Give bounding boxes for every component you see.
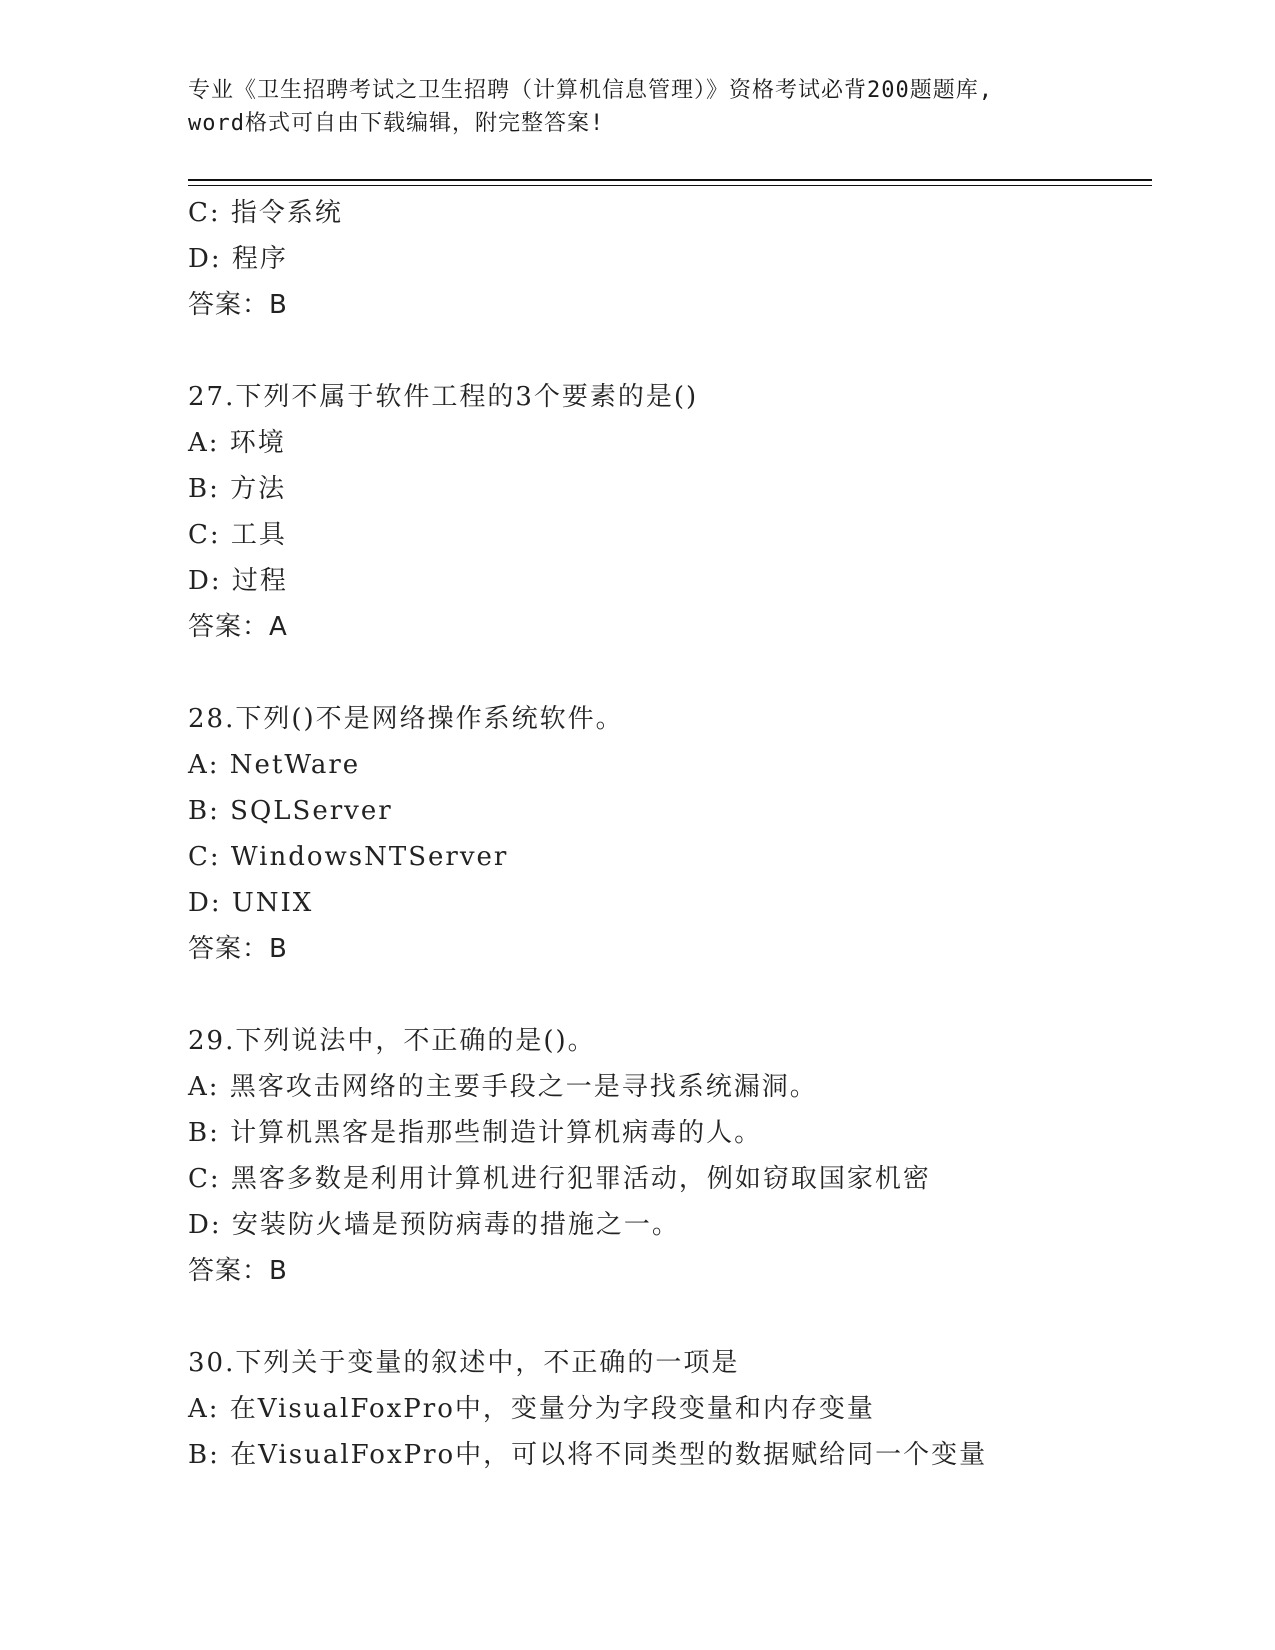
option-b: B: 计算机黑客是指那些制造计算机病毒的人。	[188, 1118, 763, 1148]
question-list	[188, 190, 1168, 1478]
option-d: D: 程序	[188, 244, 288, 274]
document-header	[188, 74, 1088, 140]
header-title-line-1: 专业《卫生招聘考试之卫生招聘（计算机信息管理）》资格考试必背200题题库,	[188, 78, 993, 103]
question-text: 30.下列关于变量的叙述中，不正确的一项是	[188, 1348, 740, 1378]
option-c: C: WindowsNTServer	[188, 842, 509, 872]
option-a: A: NetWare	[188, 750, 361, 780]
answer-line: 答案：A	[188, 612, 288, 642]
answer-line: 答案：B	[188, 934, 288, 964]
question-30	[188, 1340, 1168, 1478]
option-c: C: 指令系统	[188, 198, 343, 228]
option-c: C: 黑客多数是利用计算机进行犯罪活动，例如窃取国家机密	[188, 1164, 931, 1194]
answer-line: 答案：B	[188, 290, 288, 320]
option-d: D: 安装防火墙是预防病毒的措施之一。	[188, 1210, 680, 1240]
option-a: A: 环境	[188, 428, 286, 458]
option-a: A: 黑客攻击网络的主要手段之一是寻找系统漏洞。	[188, 1072, 818, 1102]
question-26-continuation	[188, 190, 1168, 328]
option-b: B: SQLServer	[188, 796, 393, 826]
answer-line: 答案：B	[188, 1256, 288, 1286]
option-d: D: UNIX	[188, 888, 314, 918]
question-28	[188, 696, 1168, 972]
question-27	[188, 374, 1168, 650]
option-b: B: 在VisualFoxPro中，可以将不同类型的数据赋给同一个变量	[188, 1440, 988, 1470]
question-29	[188, 1018, 1168, 1294]
question-text: 27.下列不属于软件工程的3个要素的是()	[188, 382, 699, 412]
option-b: B: 方法	[188, 474, 287, 504]
spacer	[188, 1294, 1168, 1340]
header-title-line-2: word格式可自由下载编辑，附完整答案!	[188, 111, 605, 136]
spacer	[188, 328, 1168, 374]
spacer	[188, 650, 1168, 696]
question-text: 28.下列()不是网络操作系统软件。	[188, 704, 624, 734]
option-c: C: 工具	[188, 520, 287, 550]
option-a: A: 在VisualFoxPro中，变量分为字段变量和内存变量	[188, 1394, 875, 1424]
spacer	[188, 972, 1168, 1018]
header-divider	[188, 179, 1152, 186]
question-text: 29.下列说法中，不正确的是()。	[188, 1026, 596, 1056]
option-d: D: 过程	[188, 566, 288, 596]
